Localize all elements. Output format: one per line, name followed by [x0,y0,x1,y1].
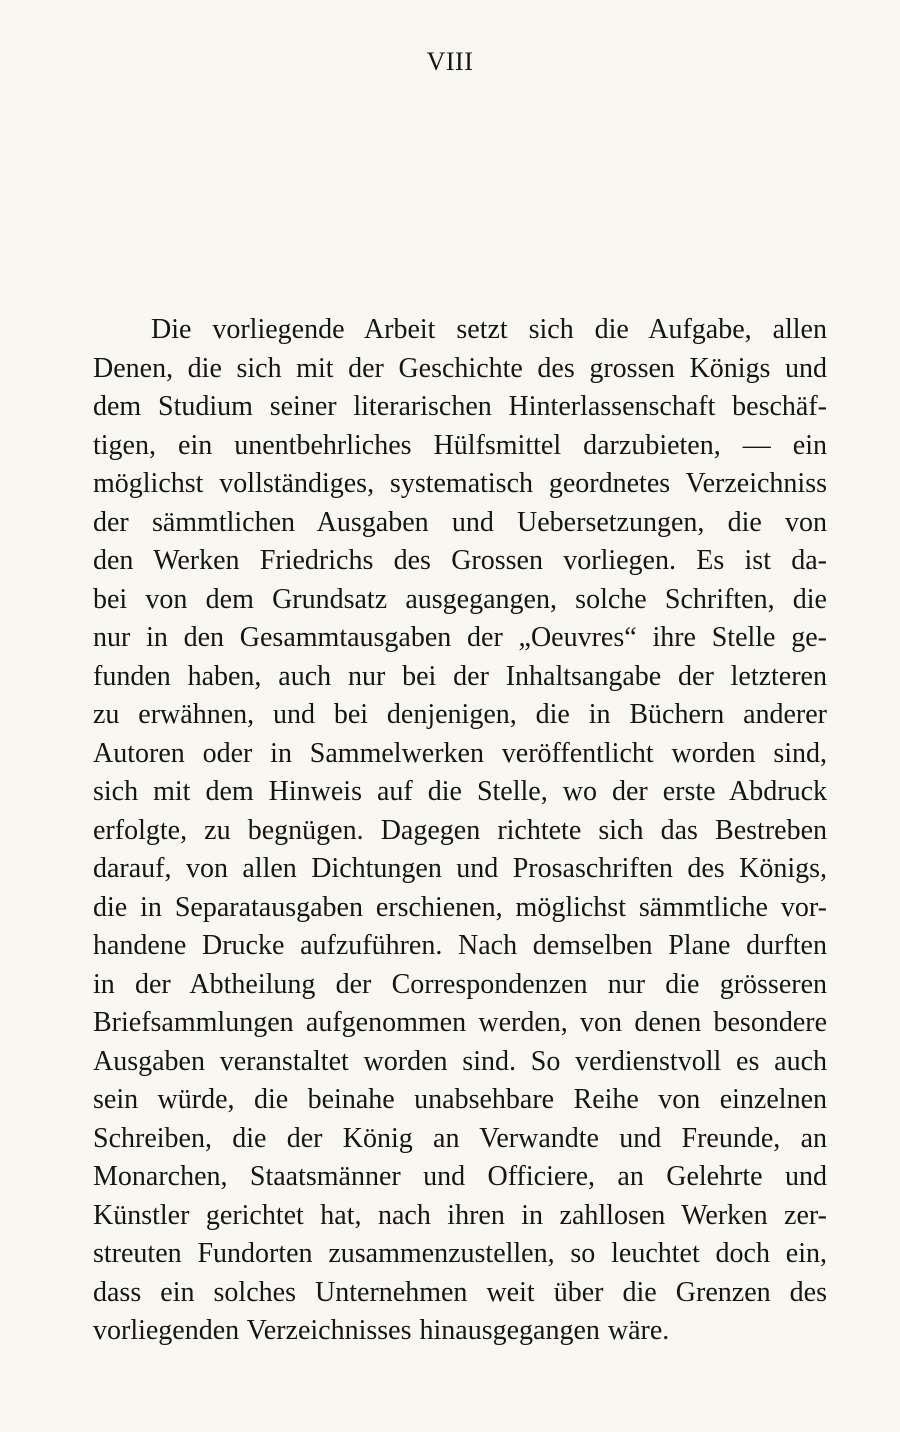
text-line: Denen, die sich mit der Geschichte des grossen Königs und [93,352,827,384]
text-line: Briefsammlungen aufgenommen werden, von denen besondere [93,1007,827,1038]
text-line: darauf, von allen Dichtungen und Prosaschriften des Königs, [93,853,827,884]
text-line: dem Studium seiner literarischen Hinterlassenschaft beschäf- [93,391,827,422]
text-line: zu erwähnen, und bei denjenigen, die in Büchern anderer [93,699,827,730]
text-line: sich mit dem Hinweis auf die Stelle, wo der erste Abdruck [93,776,827,807]
text-line: funden haben, auch nur bei der Inhaltsangabe der letzteren [93,660,827,692]
text-line: bei von dem Grundsatz ausgegangen, solche Schriften, die [93,583,827,615]
text-line: streuten Fundorten zusammenzustellen, so leuchtet doch ein, [93,1238,827,1269]
text-line: Künstler gerichtet hat, nach ihren in zahllosen Werken zer- [93,1199,827,1231]
text-line: die in Separatausgaben erschienen, möglichst sämmtliche vor- [93,891,827,923]
text-line: Monarchen, Staatsmänner und Officiere, an Gelehrte und [93,1161,827,1192]
text-line: tigen, ein unentbehrliches Hülfsmittel darzubieten, — ein [93,429,827,461]
text-line: dass ein solches Unternehmen weit über die Grenzen des [93,1276,827,1308]
text-line: den Werken Friedrichs des Grossen vorliegen. Es ist da- [93,545,827,576]
text-line: Autoren oder in Sammelwerken veröffentlicht worden sind, [93,737,827,769]
text-line: in der Abtheilung der Correspondenzen nur die grösseren [93,968,827,1000]
text-line: Ausgaben veranstaltet worden sind. So verdienstvoll es auch [93,1045,827,1077]
text-line: erfolgte, zu begnügen. Dagegen richtete sich das Bestreben [93,814,827,846]
text-line: Schreiben, die der König an Verwandte und Freunde, an [93,1122,827,1154]
text-line: möglichst vollständiges, systematisch geordnetes Verzeichniss [93,468,827,499]
text-line: vorliegenden Verzeichnisses hinausgegangen wäre. [93,1315,670,1346]
text-line: handene Drucke aufzuführen. Nach demselben Plane durften [93,930,827,961]
text-line: sein würde, die beinahe unabsehbare Reihe von einzelnen [93,1084,827,1115]
body-paragraph [93,311,827,1351]
text-line: nur in den Gesammtausgaben der „Oeuvres“ ihre Stelle ge- [93,622,827,653]
page-number: VIII [426,47,474,76]
text-line: Die vorliegende Arbeit setzt sich die Aufgabe, allen [151,314,827,345]
text-line: der sämmtlichen Ausgaben und Uebersetzungen, die von [93,506,827,538]
